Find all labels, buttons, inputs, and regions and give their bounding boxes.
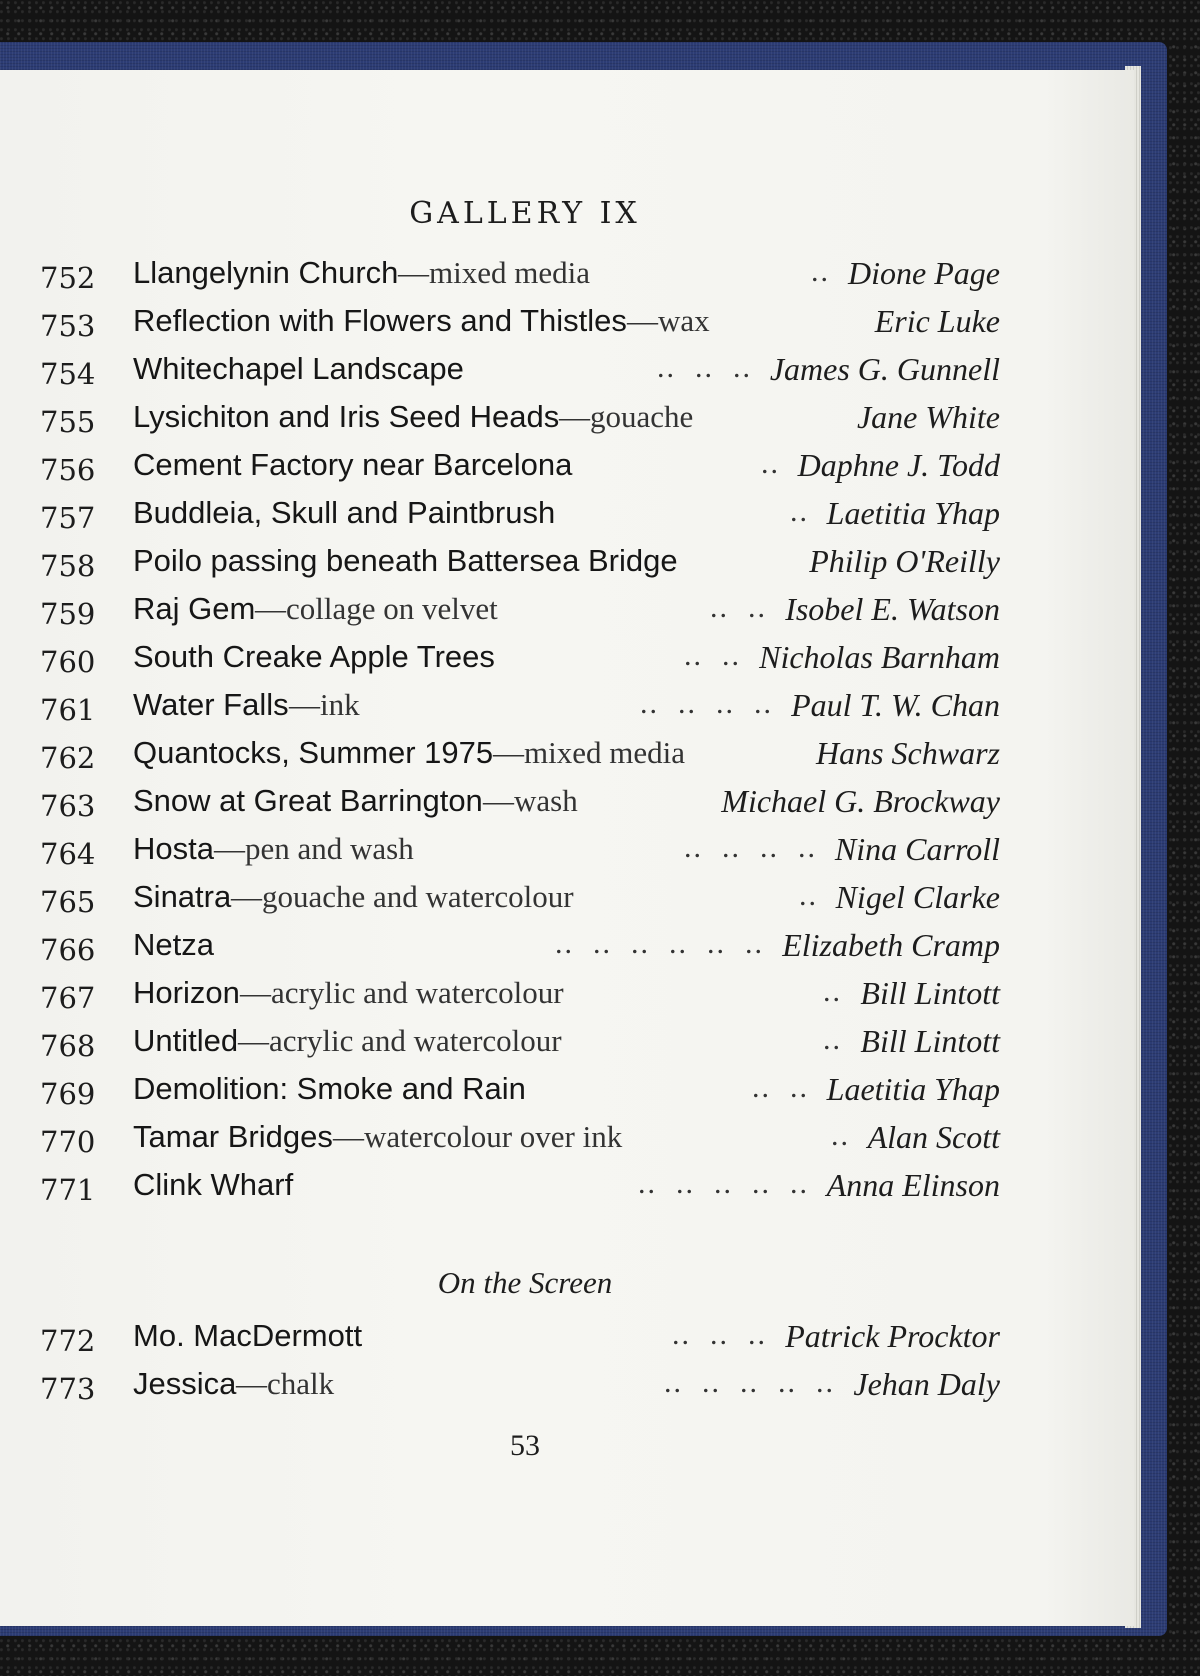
leader-dots: .. .. <box>752 1071 809 1104</box>
entry-title: Netza <box>133 927 214 962</box>
leader-dots: .. .. .. .. .. .. <box>555 927 764 960</box>
catalogue-entry <box>0 1071 1134 1119</box>
entry-number: 764 <box>40 837 96 871</box>
entry-number: 755 <box>40 405 96 439</box>
leader-dots: .. <box>799 879 818 912</box>
entry-title: Jessica <box>133 1366 237 1401</box>
entry-title: Buddleia, Skull and Paintbrush <box>133 495 556 530</box>
leader-dots: .. .. .. .. <box>640 687 773 720</box>
catalogue-entry <box>0 351 1134 399</box>
page-number: 53 <box>510 1429 540 1462</box>
entry-title: Lysichiton and Iris Seed Heads <box>133 399 560 434</box>
entry-title: Poilo passing beneath Battersea Bridge <box>133 543 678 578</box>
entry-artist: Laetitia Yhap <box>826 1071 1000 1107</box>
entry-title: Cement Factory near Barcelona <box>133 447 573 482</box>
entry-artist: Paul T. W. Chan <box>791 687 1000 723</box>
entry-number: 752 <box>40 261 96 295</box>
entry-title: Untitled <box>133 1023 239 1058</box>
entry-medium: —mixed media <box>493 735 685 770</box>
entry-artist: Eric Luke <box>874 303 1000 339</box>
entry-number: 771 <box>40 1173 96 1207</box>
entry-medium: —watercolour over ink <box>333 1119 623 1154</box>
leader-dots: .. .. .. .. <box>684 831 817 864</box>
entry-medium: —gouache and watercolour <box>231 879 574 914</box>
catalogue-entry <box>0 591 1134 639</box>
entry-title: Llangelynin Church <box>133 255 399 290</box>
catalogue-list <box>0 255 1134 1215</box>
entry-number: 761 <box>40 693 96 727</box>
entry-title: Water Falls <box>133 687 289 722</box>
entry-artist: Jane White <box>856 399 1000 435</box>
entry-medium: —acrylic and watercolour <box>240 975 564 1010</box>
entry-medium: —wash <box>483 783 578 818</box>
entry-title: Mo. MacDermott <box>133 1318 363 1353</box>
entry-number: 759 <box>40 597 96 631</box>
entry-artist: Daphne J. Todd <box>797 447 1000 483</box>
entry-number: 756 <box>40 453 96 487</box>
catalogue-entry <box>0 495 1134 543</box>
entry-medium: —chalk <box>236 1366 335 1401</box>
catalogue-entry <box>0 831 1134 879</box>
entry-title: Snow at Great Barrington <box>133 783 483 818</box>
catalogue-entry <box>0 879 1134 927</box>
catalogue-entry <box>0 1119 1134 1167</box>
entry-number: 762 <box>40 741 96 775</box>
leader-dots: .. <box>823 1023 842 1056</box>
entry-number: 766 <box>40 933 96 967</box>
entry-title: Demolition: Smoke and Rain <box>133 1071 526 1106</box>
catalogue-entry <box>0 255 1134 303</box>
leader-dots: .. .. .. .. .. <box>638 1167 809 1200</box>
entry-number: 765 <box>40 885 96 919</box>
catalogue-entry <box>0 447 1134 495</box>
entry-artist: Philip O'Reilly <box>809 543 1000 579</box>
catalogue-entry <box>0 639 1134 687</box>
entry-medium: —ink <box>289 687 360 722</box>
entry-medium: —gouache <box>559 399 694 434</box>
entry-number: 768 <box>40 1029 96 1063</box>
entry-number: 773 <box>40 1372 96 1406</box>
catalogue-entry <box>0 303 1134 351</box>
catalogue-entry <box>0 1167 1134 1215</box>
entry-artist: Isobel E. Watson <box>785 591 1000 627</box>
entry-title: Tamar Bridges <box>133 1119 333 1154</box>
entry-title: Whitechapel Landscape <box>133 351 464 386</box>
entry-title: Raj Gem <box>133 591 256 626</box>
entry-medium: —mixed media <box>398 255 590 290</box>
catalogue-entry <box>0 1366 1134 1414</box>
leader-dots: .. .. <box>710 591 767 624</box>
entry-artist: Alan Scott <box>867 1119 1000 1155</box>
leader-dots: .. <box>811 255 830 288</box>
entry-number: 757 <box>40 501 96 535</box>
entry-artist: Patrick Procktor <box>785 1318 1000 1354</box>
entry-number: 770 <box>40 1125 96 1159</box>
entry-artist: Dione Page <box>848 255 1000 291</box>
catalogue-entry <box>0 1023 1134 1071</box>
entry-title: Sinatra <box>133 879 232 914</box>
entry-title: Clink Wharf <box>133 1167 294 1202</box>
entry-medium: —pen and wash <box>214 831 414 866</box>
entry-medium: —collage on velvet <box>255 591 498 626</box>
screen-heading: On the Screen <box>437 1265 613 1300</box>
catalogue-entry <box>0 399 1134 447</box>
entry-artist: Anna Elinson <box>826 1167 1000 1203</box>
entry-title: Hosta <box>133 831 214 866</box>
entry-number: 760 <box>40 645 96 679</box>
catalogue-entry <box>0 927 1134 975</box>
entry-artist: Elizabeth Cramp <box>782 927 1000 963</box>
catalogue-entry <box>0 687 1134 735</box>
catalogue-entry <box>0 1318 1134 1366</box>
entry-title: Horizon <box>133 975 240 1010</box>
entry-number: 754 <box>40 357 96 391</box>
entry-number: 758 <box>40 549 96 583</box>
gallery-title: GALLERY IX <box>409 196 641 231</box>
leader-dots: .. .. .. <box>657 351 752 384</box>
entry-medium: —acrylic and watercolour <box>238 1023 562 1058</box>
entry-number: 763 <box>40 789 96 823</box>
entry-artist: Bill Lintott <box>860 1023 1000 1059</box>
entry-artist: Michael G. Brockway <box>721 783 1000 819</box>
leader-dots: .. <box>831 1119 850 1152</box>
entry-title: Quantocks, Summer 1975 <box>133 735 494 770</box>
entry-number: 769 <box>40 1077 96 1111</box>
entry-artist: Nina Carroll <box>834 831 1000 867</box>
catalogue-entry <box>0 783 1134 831</box>
entry-number: 767 <box>40 981 96 1015</box>
leader-dots: .. .. <box>684 639 741 672</box>
entry-number: 772 <box>40 1324 96 1358</box>
entry-title: Reflection with Flowers and Thistles <box>133 303 627 338</box>
entry-artist: Nigel Clarke <box>835 879 1000 915</box>
entry-number: 753 <box>40 309 96 343</box>
catalogue-entry <box>0 543 1134 591</box>
leader-dots: .. <box>823 975 842 1008</box>
entry-medium: —wax <box>627 303 710 338</box>
leader-dots: .. .. .. .. .. <box>664 1366 835 1399</box>
entry-artist: Jehan Daly <box>853 1366 1000 1402</box>
entry-artist: Bill Lintott <box>860 975 1000 1011</box>
entry-artist: Hans Schwarz <box>815 735 1000 771</box>
entry-artist: Laetitia Yhap <box>826 495 1000 531</box>
leader-dots: .. <box>761 447 780 480</box>
screen-catalogue-list <box>0 1318 1134 1414</box>
leader-dots: .. <box>790 495 809 528</box>
entry-title: South Creake Apple Trees <box>133 639 495 674</box>
entry-artist: Nicholas Barnham <box>759 639 1000 675</box>
entry-artist: James G. Gunnell <box>769 351 1000 387</box>
leader-dots: .. .. .. <box>672 1318 767 1351</box>
catalogue-entry <box>0 735 1134 783</box>
catalogue-entry <box>0 975 1134 1023</box>
